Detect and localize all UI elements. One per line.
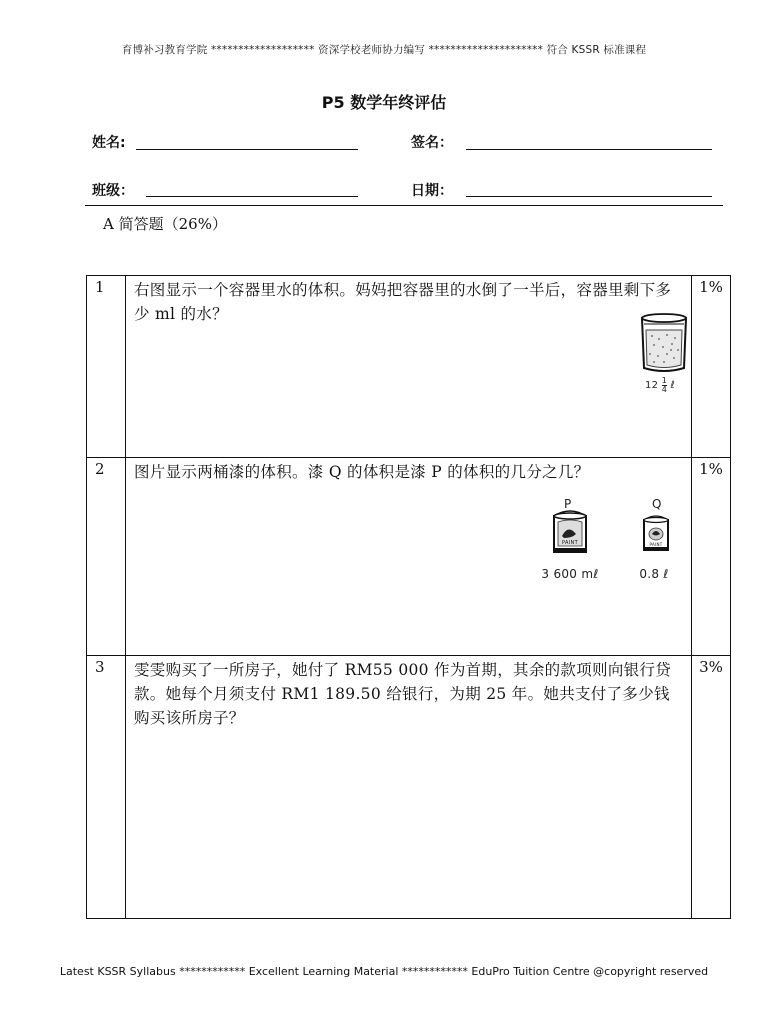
question-body [126,458,692,656]
paint-q-figure [634,492,684,582]
paint-p-figure [542,492,602,582]
page-footer: Latest KSSR Syllabus ************ Excellent Learning Material ************ EduPro Tuition Centre @copyright reserved [59,965,709,978]
question-number: 1 [87,276,126,458]
class-line [146,196,358,197]
date-label: 日期： [411,183,453,199]
section-divider [85,205,723,206]
question-text: 图片显示两桶漆的体积。漆 Q 的体积是漆 P 的体积的几分之几？ [134,463,590,481]
page-title: P5 数学年终评估 [321,93,447,112]
paint-p-volume: 3 600 mℓ [541,567,599,581]
paint-can-q-icon [640,514,672,554]
question-row-1 [87,276,731,458]
name-label: 姓名: [92,135,126,151]
page-header: 育博补习教育学院 ******************* 资深学校老师协力编写 ********************* 符合 KSSR 标准课程 [121,44,647,56]
questions-table [86,275,731,919]
question-body [126,656,692,919]
water-container-icon [634,312,694,374]
question-number: 3 [87,656,126,919]
date-line [466,196,712,197]
svg-text:PAINT: PAINT [562,540,578,546]
sign-line [466,149,712,150]
paint-q-volume: 0.8 ℓ [639,567,669,581]
question-text: 右图显示一个容器里水的体积。妈妈把容器里的水倒了一半后，容器里剩下多少 ml 的水？ [134,281,672,323]
class-label: 班级： [92,183,134,199]
section-heading: A 简答题（26%） [103,215,227,233]
question-marks: 3% [692,656,731,919]
question-marks: 1% [692,276,731,458]
question-text: 雯雯购买了一所房子，她付了 RM55 000 作为首期，其余的款项则向银行贷款。她每个月须支付 RM1 189.50 给银行，为期 25 年。她共支付了多少钱购买该所房子？ [134,661,672,727]
question-marks: 1% [692,458,731,656]
paint-q-label: Q [652,497,662,511]
question-number: 2 [87,458,126,656]
sign-label: 签名： [411,135,453,151]
question-body [126,276,692,458]
name-line [136,149,358,150]
paint-p-label: P [564,497,572,511]
question-row-3 [87,656,731,919]
question-row-2 [87,458,731,656]
svg-text:PAINT: PAINT [649,542,663,547]
container-caption: 12 $\frac{1}{4}$ ℓ [644,375,676,394]
paint-can-p-icon [550,508,590,556]
container-figure [634,312,694,394]
